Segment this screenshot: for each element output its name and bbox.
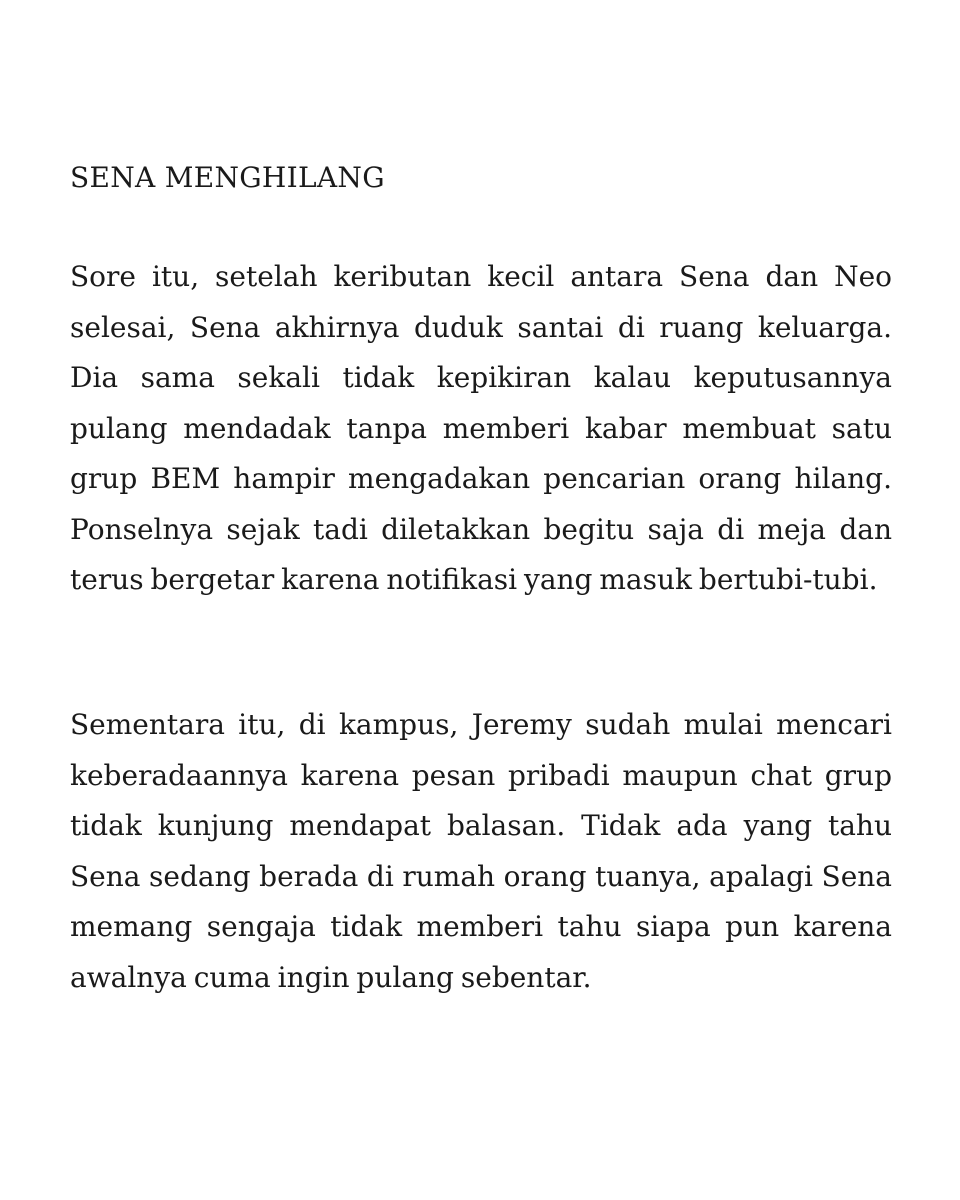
- chapter-title: SENA MENGHILANG: [70, 161, 385, 194]
- document-page: [70, 0, 892, 1200]
- paragraph-2: Sementara itu, di kampus, Jeremy sudah mulai mencari keberadaannya karena pesan pribadi maupun chat grup tidak kunjung mendapat balasan. Tidak ada yang tahu Sena sedang berada di rumah orang tuanya, apalagi Sena memang sengaja tidak memberi tahu siapa pun karena awalnya cuma ingin pulang sebentar.: [70, 708, 892, 994]
- paragraph-1: Sore itu, setelah keributan kecil antara Sena dan Neo selesai, Sena akhirnya duduk santai di ruang keluarga. Dia sama sekali tidak kepikiran kalau keputusannya pulang mendadak tanpa memberi kabar membuat satu grup BEM hampir mengadakan pencarian orang hilang. Ponselnya sejak tadi diletakkan begitu saja di meja dan terus bergetar karena notifikasi yang masuk bertubi-tubi.: [70, 260, 892, 596]
